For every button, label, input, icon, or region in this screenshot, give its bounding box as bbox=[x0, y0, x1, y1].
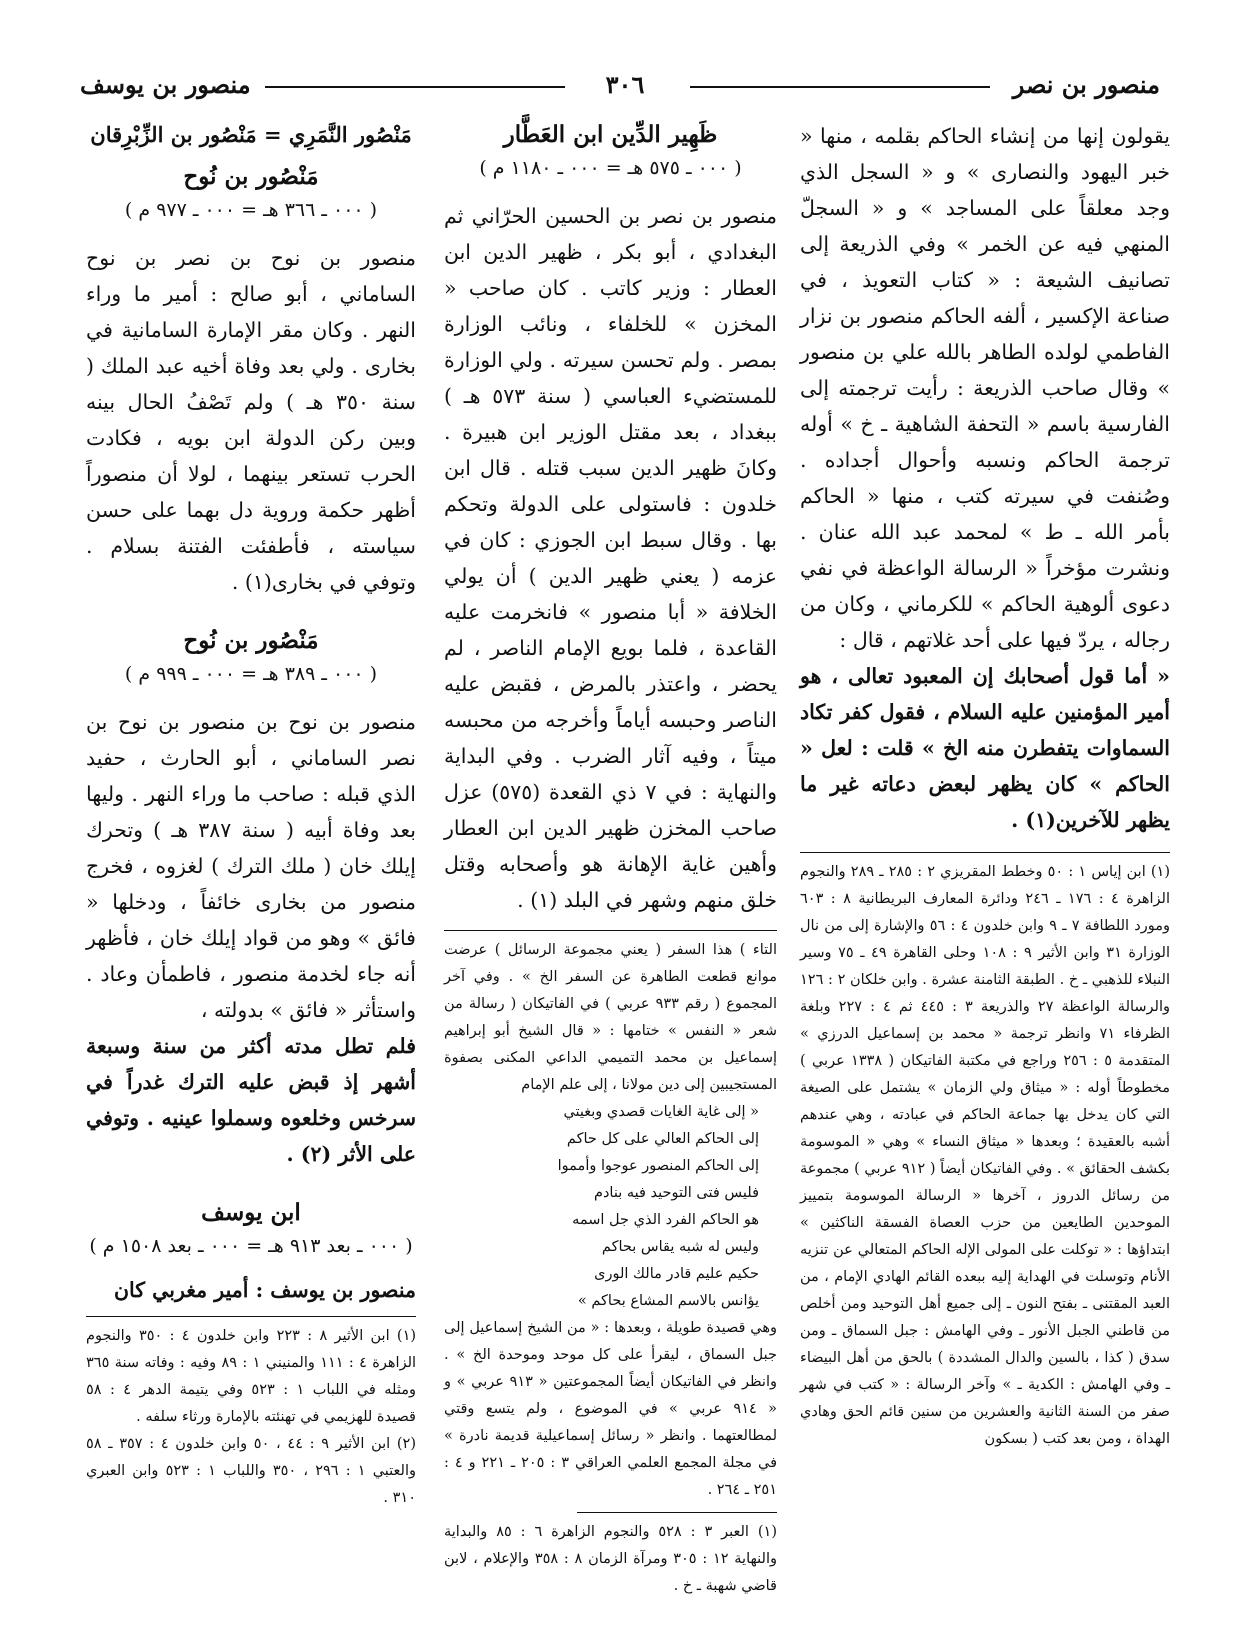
entry-dates: ( ٠٠٠ ـ ٥٧٥ هـ = ٠٠٠ ـ ١١٨٠ م ) bbox=[479, 157, 742, 179]
entry-dates: ( ٠٠٠ ـ بعد ٩١٣ هـ = ٠٠٠ ـ بعد ١٥٠٨ م ) bbox=[89, 1235, 413, 1257]
poem-line: « إلى غاية الغايات قصدي وبغيتي bbox=[563, 1104, 759, 1120]
entry-title: مَنْصُور بن نُوح bbox=[183, 163, 319, 190]
entry-continuation-text: يقولون إنها من إنشاء الحاكم بقلمه ، منها « خبر اليهود والنصارى » و « السجل الذي وجد معلقاً على المساجد » و « السجلّ المنهي فيه عن الخمر » وفي الذريعة إلى تصانيف الشيعة : « كتاب التعويذ ، في صناعة الإكسير ، ألفه الحاكم منصور بن نزار الفاطمي لولده الطاهر بالله علي بن منصور » وقال صاحب الذريعة : رأيت ترجمته إلى الفارسية باسم « التحفة الشاهية ـ خ » أوله ترجمة الحاكم ونسبه وأحوال أجداده . وصُنفت في سيرته كتب ، منها « الحاكم بأمر الله ـ ط » لمحمد عبد الله عنان . ونشرت مؤخراً « الرسالة الواعظة في نفي دعوى ألوهية الحاكم » للكرماني ، وكان من رجاله ، يردّ فيها على أحد غلاتهم ، قال : bbox=[800, 124, 1170, 652]
column-left bbox=[86, 118, 416, 1512]
column-middle bbox=[444, 118, 777, 1600]
column-right bbox=[800, 118, 1170, 1453]
entry-dates: ( ٠٠٠ ـ ٣٦٦ هـ = ٠٠٠ ـ ٩٧٧ م ) bbox=[124, 199, 378, 221]
entry-text: منصور بن نوح بن منصور بن نوح بن نصر الساماني ، أبو الحارث ، حفيد الذي قبله : صاحب ما وراء النهر . وليها بعد وفاة أبيه ( سنة ٣٨٧ هـ ) وتحرك إيلك خان ( ملك الترك ) لغزوه ، فخرج منصور من بخارى خائفاً ، ودخلها « فائق » وهو من قواد إيلك خان ، فأظهر أنه جاء لخدمة منصور ، فاطمأن وعاد . واستأثر « فائق » بدولته ، bbox=[86, 710, 416, 1022]
entry-text: منصور بن يوسف : أمير مغربي كان bbox=[113, 1278, 416, 1302]
footnote-separator bbox=[577, 1512, 777, 1513]
poem-line: يؤانس بالاسم المشاع بحاكم » bbox=[577, 1293, 759, 1309]
footnote: (٢) ابن الأثير ٩ : ٤٤ ، ٥٠ وابن خلدون ٤ : ٣٥٧ ـ ٥٨ والعتبي ١ : ٢٩٦ ، ٣٥٠ واللباب ١ : ٥٢٣ وابن العبري ٣١٠ . bbox=[86, 1436, 417, 1506]
poem-line: حكيم عليم قادر مالك الورى bbox=[594, 1266, 759, 1282]
running-header bbox=[80, 70, 1160, 110]
footnote-separator bbox=[800, 852, 1170, 853]
footnote-separator bbox=[86, 1316, 416, 1317]
poem-line: هو الحاكم الفرد الذي جل اسمه bbox=[572, 1212, 759, 1228]
cross-reference: مَنْصُور النَّمَرِي = مَنْصُور بن الزِّبْرِقان bbox=[90, 122, 412, 147]
poem bbox=[444, 1099, 777, 1315]
footnote: (١) ابن الأثير ٨ : ٢٢٣ وابن خلدون ٤ : ٣٥٠ والنجوم الزاهرة ٤ : ١١١ والمنيني ١ : ٨٩ وفيه : وفاته سنة ٣٦٥ ومثله في اللباب ١ : ٥٢٣ وفي يتيمة الدهر ٤ : ٥٨ قصيدة للهزيمي في تهنئته بالإمارة ورثاء سلفه . bbox=[86, 1328, 417, 1425]
footnote-continuation-end: وهي قصيدة طويلة ، وبعدها : « من الشيخ إسماعيل إلى جبل السماق ، ليقرأ على كل موحد وموحدة الخ » . وانظر في الفاتيكان أيضاً المجموعتين « ٩١٣ عربي » و « ٩١٤ عربي » في الموضوع ، ولم يتسع وقتي لمطالعتهما . وانظر « رسائل إسماعيلية قديمة نادرة » في مجلة المجمع العلمي العراقي ٣ : ٢٠٥ ـ ٢٢١ و ٤ : ٢٥١ ـ ٢٦٤ . bbox=[444, 1320, 777, 1498]
entry-dates: ( ٠٠٠ ـ ٣٨٩ هـ = ٠٠٠ ـ ٩٩٩ م ) bbox=[124, 663, 378, 685]
entry-text: منصور بن نصر بن الحسين الحرّاني ثم البغدادي ، أبو بكر ، ظهير الدين ابن العطار : وزير كاتب . كان صاحب « المخزن » للخلفاء ، ونائب الوزارة بمصر . ولم تحسن سيرته . ولي الوزارة للمستضيء العباسي ( سنة ٥٧٣ هـ ) ببغداد ، بعد مقتل الوزير ابن هبيرة . وكانَ ظهير الدين سبب قتله . قال ابن خلدون : فاستولى على الدولة وتحكم بها . وقال سبط ابن الجوزي : كان في عزمه ( يعني ظهير الدين ) أن يولي الخلافة « أبا منصور » فانخرمت عليه القاعدة ، فلما بويع الإمام الناصر ، لم يحضر ، واعتذر بالمرض ، فقبض عليه الناصر وحبسه أياماً وأخرجه من محبسه ميتاً ، وفيه آثار الضرب . وفي البداية والنهاية : في ٧ ذي القعدة (٥٧٥) عزل صاحب المخزن ظهير الدين ابن العطار وأهين غاية الإهانة هو وأصحابه وقتل خلق منهم وشهر في البلد (١) . bbox=[444, 204, 777, 912]
header-entry-last: منصور بن يوسف bbox=[80, 70, 251, 99]
header-entry-first: منصور بن نصر bbox=[1012, 70, 1160, 99]
entry-continuation-quote: « أما قول أصحابك إن المعبود تعالى ، هو أمير المؤمنين عليه السلام ، فقول كفر تكاد السماوات يتفطرن منه الخ » قلت : لعل « الحاكم » كان يظهر لبعض دعاته غير ما يظهر للآخرين(١) . bbox=[800, 664, 1170, 832]
entry-title: مَنْصُور بن نُوح bbox=[183, 627, 319, 654]
footnote-separator bbox=[444, 930, 777, 931]
poem-line: فليس فتى التوحيد فيه بنادم bbox=[593, 1185, 759, 1201]
footnote: (١) ابن إياس ١ : ٥٠ وخطط المقريزي ٢ : ٢٨٥ ـ ٢٨٩ والنجوم الزاهرة ٤ : ١٧٦ ـ ٢٤٦ ودائرة المعارف البريطانية ٨ : ٦٠٣ ومورد اللطافة ٧ ـ ٩ وابن خلدون ٤ : ٥٦ والإشارة إلى من نال الوزارة ٣١ وابن الأثير ٩ : ١٠٨ وحلى القاهرة ٤٩ ـ ٧٥ وسير النبلاء للذهبي ـ خ . الطبقة الثامنة عشرة . وابن خلكان ٢ : ١٢٦ والرسالة الواعظة ٢٧ والذريعة ٣ : ٤٤٥ ثم ٤ : ٢٢٧ وبلغة الظرفاء ٧١ وانظر ترجمة « محمد بن إسماعيل الدرزي » المتقدمة ٥ : ٢٥٦ وراجع في مكتبة الفاتيكان ( ١٣٣٨ عربي ) مخطوطاً أوله : « ميثاق ولي الزمان » يشتمل على الصيغة التي كان يدخل بها جماعة الحاكم في عبادته ، وهي عندهم أشبه بالعقيدة ؛ وبعدها « ميثاق النساء » وهي « الموسومة بكشف الحقائق » . وفي الفاتيكان أيضاً ( ٩١٢ عربي ) مجموعة من رسائل الدروز ، آخرها « الرسالة الموسومة بتمييز الموحدين الطايعين من حزب العصاة الفسقة الناكثين » ابتداؤها : « توكلت على المولى الإله الحاكم المتعالي عن تنزيه الأنام وتوسلت في الهداية إليه ببعده القائم الهادي الإمام ، من العبد المقتنى ـ بفتح النون ـ إلى جميع أهل التوحيد ومن أخلص من قاطني الجبل الأنور ـ وفي الهامش : جبل السماق ـ ومن سدق ( كذا ، بالسين والدال المشددة ) بالحق من أهل البيضاء ـ وفي الهامش : الكدية ـ » وآخر الرسالة : « كتب في شهر صفر من السنة الثانية والعشرين من سنين قائم الحق وهادي الهداة ، ومن بعد كتب ( بسكون bbox=[800, 864, 1171, 1447]
poem-line: وليس له شبه يقاس بحاكم bbox=[601, 1239, 759, 1255]
footnote: (١) العبر ٣ : ٥٢٨ والنجوم الزاهرة ٦ : ٨٥ والبداية والنهاية ١٢ : ٣٠٥ ومرآة الزمان ٨ : ٣٥٨ والإعلام ، لابن قاضي شهبة ـ خ . bbox=[444, 1524, 777, 1594]
footnote-continuation: التاء ) هذا السفر ( يعني مجموعة الرسائل ) عرضت موانع قطعت الطاهرة عن السفر الخ » . وفي آخر المجموع ( رقم ٩٣٣ عربي ) في الفاتيكان ( رسالة من شعر « النفس » ختامها : « قال الشيخ أبو إبراهيم إسماعيل بن محمد التميمي الداعي المكنى بصفوة المستجيبين إلى دين مولانا ، إلى علم الإمام bbox=[444, 942, 777, 1093]
entry-title: ابن يوسف bbox=[201, 1199, 301, 1226]
page-number: ٣٠٦ bbox=[605, 70, 645, 99]
entry-text-bold: فلم تطل مدته أكثر من سنة وسبعة أشهر إذ قبض عليه الترك غدراً في سرخس وخلعوه وسملوا عينيه . وتوفي على الأثر (٢) . bbox=[86, 1034, 416, 1166]
poem-line: إلى الحاكم العالي على كل حاكم bbox=[566, 1131, 759, 1147]
poem-line: إلى الحاكم المنصور عوجوا وأمموا bbox=[557, 1158, 759, 1174]
entry-title: ظَهِير الدِّين ابن العَطَّار bbox=[503, 121, 718, 148]
header-rule-left bbox=[265, 86, 565, 88]
header-rule-right bbox=[690, 86, 990, 88]
entry-text: منصور بن نوح بن نصر بن نوح الساماني ، أبو صالح : أمير ما وراء النهر . وكان مقر الإمارة السامانية في بخارى . ولي بعد وفاة أخيه عبد الملك ( سنة ٣٥٠ هـ ) ولم تَصْفُ الحال بينه وبين ركن الدولة ابن بويه ، فكادت الحرب تستعر بينهما ، لولا أن منصوراً أظهر حكمة وروية دل بهما على حسن سياسته ، فأطفئت الفتنة بسلام . وتوفي في بخارى(١) . bbox=[86, 246, 416, 594]
